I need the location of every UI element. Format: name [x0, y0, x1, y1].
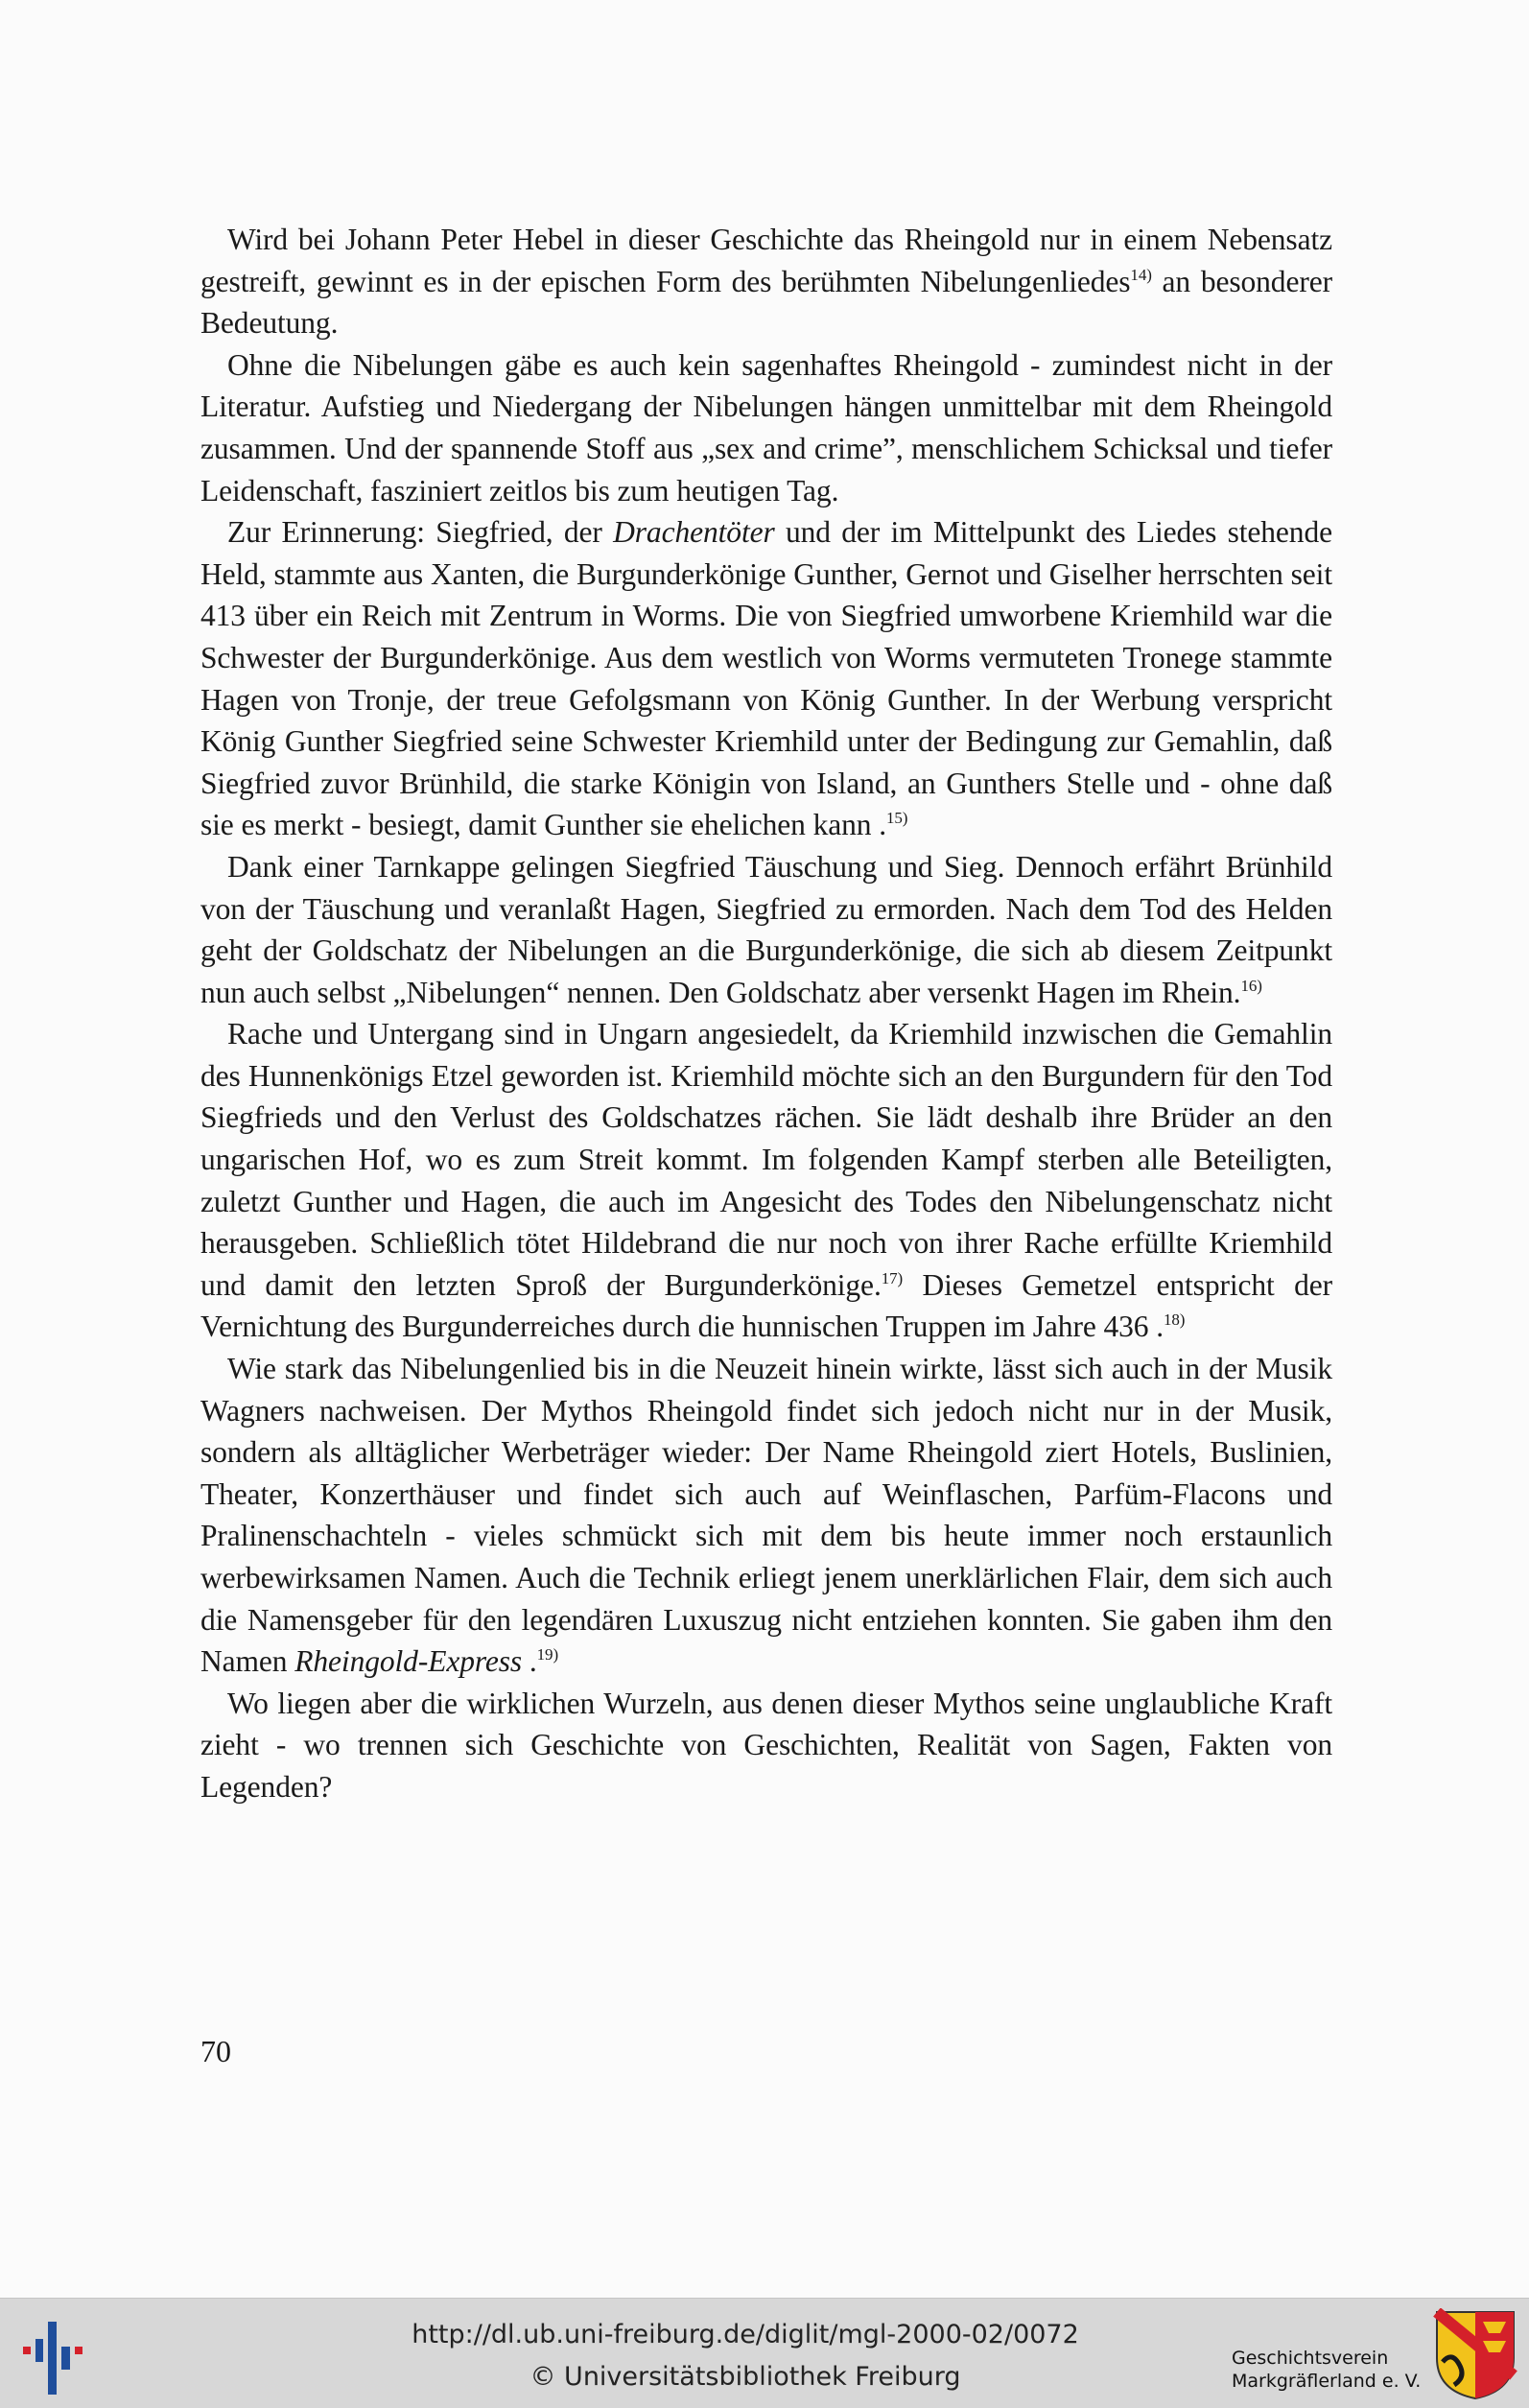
italic-term: Drachentöter — [613, 515, 775, 550]
paragraph-text: an besonderer Bedeutung. — [200, 264, 1332, 341]
coat-of-arms-icon[interactable] — [1433, 2308, 1517, 2400]
footer-copyright: © Universitätsbibliothek Freiburg — [529, 2362, 961, 2392]
paragraph-text: Wo liegen aber die wirklichen Wurzeln, aus denen dieser Mythos seine unglaubliche Kraft zieht - wo trennen sich Geschichte von Geschichten, Realität von Sagen, Fakten von Legenden? — [200, 1686, 1332, 1804]
paragraph-text: Wird bei Johann Peter Hebel in dieser Geschichte das Rheingold nur in einem Nebensatz gestreift, gewinnt es in der epischen Form des berühmten Nibelungenliedes — [200, 223, 1332, 298]
paragraph-text: Zur Erinnerung: Siegfried, der — [227, 515, 614, 550]
paragraph-text: . — [522, 1644, 537, 1679]
footnote-marker: 18) — [1164, 1310, 1186, 1330]
italic-term: Rheingold-Express — [294, 1644, 523, 1679]
paragraph-text: Dieses Gemetzel entspricht der Vernichtung des Burgunderreiches durch die hunnischen Truppen im Jahre 436 . — [200, 1267, 1332, 1344]
footnote-marker: 19) — [536, 1645, 559, 1664]
paragraph-text: Dank einer Tarnkappe gelingen Siegfried Täuschung und Sieg. Dennoch erfährt Brünhild von der Täuschung und veranlaßt Hagen, Siegfried zu ermorden. Nach dem Tod des Helden geht der Goldschatz der Nibelungen an die Burgunderkönige, die sich ab diesem Zeitpunkt nun auch selbst „Nibelungen“ nennen. Den Goldschatz aber versenkt Hagen im Rhein. — [200, 849, 1332, 1009]
paragraph — [200, 219, 1332, 344]
paragraph — [200, 846, 1332, 1013]
paragraph — [200, 1683, 1332, 1808]
footnote-marker: 17) — [881, 1268, 904, 1287]
paragraph — [200, 344, 1332, 511]
society-name — [1232, 2347, 1423, 2393]
footnote-marker: 16) — [1240, 976, 1262, 995]
society-name-line1: Geschichtsverein — [1232, 2348, 1389, 2369]
paragraph — [200, 511, 1332, 846]
paragraph-text: und der im Mittelpunkt des Liedes stehende Held, stammte aus Xanten, die Burgunderkönige Gunther, Gernot und Giselher herrschten seit 413 über ein Reich mit Zentrum in Worms. Die von Siegfried umworbene Kriemhild war die Schwester der Burgunderkönige. Aus dem westlich von Worms vermuteten Tronege stammte Hagen von Tronje, der treue Gefolgsmann von König Gunther. In der Werbung verspricht König Gunther Siegfried seine Schwester Kriemhild unter der Bedingung zur Gemahlin, daß Siegfried zuvor Brünhild, die starke Königin von Island, an Gunthers Stelle und - ohne daß sie es merkt - besiegt, damit Gunther sie ehelichen kann . — [200, 515, 1332, 842]
footer-permalink[interactable]: http://dl.ub.uni-freiburg.de/diglit/mgl-2000-02/0072 — [412, 2320, 1079, 2349]
body-text — [200, 219, 1332, 1808]
viewer-footer — [0, 2298, 1529, 2408]
paragraph — [200, 1348, 1332, 1683]
paragraph-text: Rache und Untergang sind in Ungarn angesiedelt, da Kriemhild inzwischen die Gemahlin des Hunnenkönigs Etzel geworden ist. Kriemhild möchte sich an den Burgundern für den Tod Siegfrieds und den Verlust des Goldschatzes rächen. Sie lädt deshalb ihre Brüder an den ungarischen Hof, wo es zum Streit kommt. Im folgenden Kampf sterben alle Beteiligten, zuletzt Gunther und Hagen, die auch im Angesicht des Todes den Nibelungenschatz nicht herausgeben. Schließlich tötet Hildebrand die nur noch von ihrer Rache erfüllte Kriemhild und damit den letzten Sproß der Burgunderkönige. — [200, 1017, 1332, 1302]
footnote-marker: 15) — [885, 809, 908, 828]
paragraph — [200, 1013, 1332, 1348]
page-number: 70 — [200, 2034, 231, 2068]
footnote-marker: 14) — [1130, 265, 1152, 284]
society-name-line2: Markgräflerland e. V. — [1232, 2371, 1422, 2392]
paragraph-text: Wie stark das Nibelungenlied bis in die Neuzeit hinein wirkte, lässt sich auch in der Musik Wagners nachweisen. Der Mythos Rheingold findet sich jedoch nicht nur in der Musik, sondern als alltäglicher Werbeträger wieder: Der Name Rheingold ziert Hotels, Buslinien, Theater, Konzerthäuser und findet sich auch auf Weinflaschen, Parfüm-Flacons und Pralinenschachteln - vieles schmückt sich mit dem bis heute immer noch erstaunlich werbewirksamen Namen. Auch die Technik erliegt jenem unerklärlichen Flair, dem sich auch die Namensgeber für den legendären Luxuszug nicht entziehen konnten. Sie gaben ihm den Namen — [200, 1352, 1332, 1679]
paragraph-text: Ohne die Nibelungen gäbe es auch kein sagenhaftes Rheingold - zumindest nicht in der Literatur. Aufstieg und Niedergang der Nibelungen hängen unmittelbar mit dem Rheingold zusammen. Und der spannende Stoff aus „sex and crime”, menschlichem Schicksal und tiefer Leidenschaft, fasziniert zeitlos bis zum heutigen Tag. — [200, 347, 1332, 508]
